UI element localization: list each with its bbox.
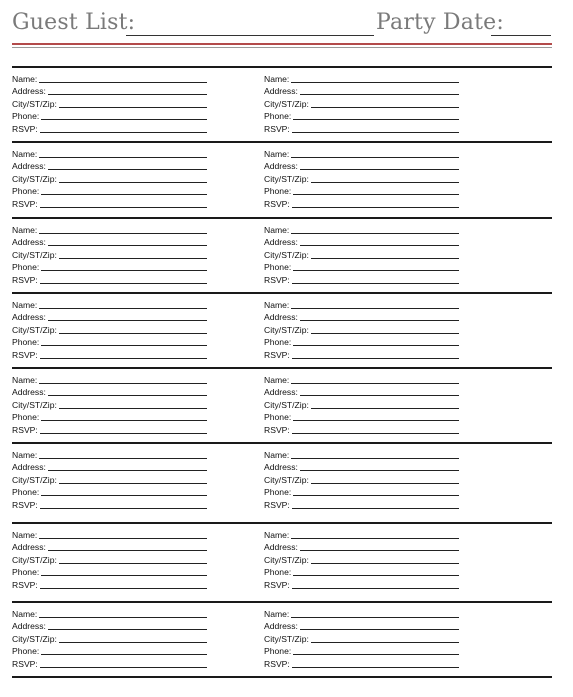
name-field[interactable]: [39, 458, 207, 459]
city-st-zip-field[interactable]: [311, 483, 459, 484]
field-row-address: [12, 159, 207, 172]
field-row-address: [12, 619, 207, 632]
field-row-city-st-zip: [264, 322, 459, 335]
guest-entry: [264, 297, 459, 363]
field-row-city-st-zip: [12, 171, 207, 184]
phone-field[interactable]: [41, 345, 207, 346]
guest-entry: [264, 447, 459, 513]
field-row-name: [12, 606, 207, 619]
name-field[interactable]: [39, 157, 207, 158]
field-label: Name:: [264, 449, 290, 460]
field-row-phone: [264, 410, 459, 423]
phone-field[interactable]: [293, 345, 459, 346]
field-label: RSVP:: [264, 198, 290, 209]
field-label: RSVP:: [12, 579, 38, 590]
name-field[interactable]: [291, 233, 459, 234]
field-label: Name:: [264, 374, 290, 385]
field-row-name: [264, 297, 459, 310]
field-row-rsvp: [264, 272, 459, 285]
rsvp-field[interactable]: [40, 508, 207, 509]
field-label: RSVP:: [12, 349, 38, 360]
field-row-city-st-zip: [264, 397, 459, 410]
rsvp-field[interactable]: [292, 433, 459, 434]
field-row-phone: [264, 335, 459, 348]
field-label: Address:: [264, 86, 298, 96]
phone-field[interactable]: [293, 420, 459, 421]
field-row-address: [264, 540, 459, 553]
address-field[interactable]: [300, 395, 459, 396]
rsvp-field[interactable]: [40, 358, 207, 359]
field-label: Phone:: [264, 412, 292, 422]
field-label: Name:: [12, 224, 38, 235]
field-label: Phone:: [12, 412, 40, 422]
guest-entry: [264, 146, 459, 212]
field-label: RSVP:: [264, 123, 290, 134]
guest-entry: [264, 71, 459, 137]
section-divider: [12, 217, 552, 219]
field-label: Address:: [264, 161, 298, 171]
field-label: Phone:: [12, 646, 40, 656]
field-label: Address:: [12, 387, 46, 397]
name-field[interactable]: [291, 538, 459, 539]
field-label: Phone:: [12, 567, 40, 577]
field-row-name: [12, 527, 207, 540]
city-st-zip-field[interactable]: [59, 483, 207, 484]
field-row-address: [264, 159, 459, 172]
field-row-address: [264, 619, 459, 632]
address-field[interactable]: [300, 550, 459, 551]
name-field[interactable]: [39, 82, 207, 83]
field-label: RSVP:: [12, 198, 38, 209]
rsvp-field[interactable]: [292, 358, 459, 359]
field-row-rsvp: [264, 497, 459, 510]
field-row-name: [12, 297, 207, 310]
field-row-address: [12, 460, 207, 473]
field-row-address: [264, 460, 459, 473]
field-row-city-st-zip: [12, 552, 207, 565]
rsvp-field[interactable]: [40, 207, 207, 208]
city-st-zip-field[interactable]: [311, 408, 459, 409]
field-row-name: [264, 372, 459, 385]
field-row-name: [12, 146, 207, 159]
field-row-city-st-zip: [264, 247, 459, 260]
field-row-phone: [12, 410, 207, 423]
name-field[interactable]: [291, 308, 459, 309]
field-row-city-st-zip: [264, 171, 459, 184]
field-row-address: [264, 385, 459, 398]
field-row-phone: [12, 335, 207, 348]
field-label: RSVP:: [264, 579, 290, 590]
field-row-phone: [12, 485, 207, 498]
field-row-name: [264, 222, 459, 235]
field-row-phone: [12, 109, 207, 122]
phone-field[interactable]: [293, 654, 459, 655]
address-field[interactable]: [48, 320, 207, 321]
field-row-rsvp: [12, 497, 207, 510]
field-row-name: [12, 222, 207, 235]
rsvp-field[interactable]: [292, 667, 459, 668]
city-st-zip-field[interactable]: [59, 333, 207, 334]
rsvp-field[interactable]: [292, 132, 459, 133]
field-row-city-st-zip: [12, 247, 207, 260]
phone-field[interactable]: [41, 575, 207, 576]
section-divider: [12, 522, 552, 524]
field-row-city-st-zip: [12, 472, 207, 485]
field-label: RSVP:: [12, 424, 38, 435]
field-row-rsvp: [12, 422, 207, 435]
field-row-city-st-zip: [12, 96, 207, 109]
rsvp-field[interactable]: [40, 667, 207, 668]
field-label: Phone:: [264, 487, 292, 497]
field-label: RSVP:: [264, 349, 290, 360]
section-divider: [12, 367, 552, 369]
name-field[interactable]: [39, 383, 207, 384]
phone-field[interactable]: [293, 495, 459, 496]
field-label: RSVP:: [12, 123, 38, 134]
city-st-zip-field[interactable]: [59, 408, 207, 409]
name-field[interactable]: [291, 82, 459, 83]
field-row-name: [12, 447, 207, 460]
phone-field[interactable]: [293, 194, 459, 195]
guest-entry: [12, 146, 207, 212]
field-label: City/ST/Zip:: [264, 173, 309, 184]
field-row-city-st-zip: [12, 397, 207, 410]
field-row-name: [264, 447, 459, 460]
field-label: Address:: [264, 387, 298, 397]
field-label: Address:: [264, 462, 298, 472]
field-row-address: [264, 235, 459, 248]
guest-entry: [12, 447, 207, 513]
field-row-name: [264, 146, 459, 159]
address-field[interactable]: [300, 470, 459, 471]
city-st-zip-field[interactable]: [59, 563, 207, 564]
field-label: City/ST/Zip:: [12, 98, 57, 109]
rsvp-field[interactable]: [40, 283, 207, 284]
field-label: Name:: [264, 299, 290, 310]
field-row-phone: [12, 184, 207, 197]
address-field[interactable]: [48, 169, 207, 170]
field-row-name: [12, 71, 207, 84]
field-label: City/ST/Zip:: [12, 474, 57, 485]
field-row-phone: [12, 565, 207, 578]
field-row-phone: [264, 485, 459, 498]
field-label: City/ST/Zip:: [264, 399, 309, 410]
field-row-rsvp: [12, 121, 207, 134]
name-field[interactable]: [39, 308, 207, 309]
field-label: Address:: [264, 312, 298, 322]
phone-field[interactable]: [293, 119, 459, 120]
field-label: Phone:: [264, 337, 292, 347]
field-label: Name:: [12, 449, 38, 460]
field-row-phone: [264, 260, 459, 273]
address-field[interactable]: [48, 395, 207, 396]
field-row-name: [264, 71, 459, 84]
field-label: Address:: [12, 462, 46, 472]
city-st-zip-field[interactable]: [311, 642, 459, 643]
field-label: City/ST/Zip:: [264, 98, 309, 109]
field-label: Address:: [12, 161, 46, 171]
field-row-address: [264, 310, 459, 323]
party-date-label: Party Date:: [376, 10, 504, 35]
field-label: City/ST/Zip:: [12, 249, 57, 260]
field-label: Name:: [264, 224, 290, 235]
guest-entry: [12, 297, 207, 363]
name-field[interactable]: [39, 233, 207, 234]
field-label: Phone:: [12, 337, 40, 347]
address-field[interactable]: [300, 320, 459, 321]
field-label: City/ST/Zip:: [12, 173, 57, 184]
rsvp-field[interactable]: [40, 132, 207, 133]
field-label: RSVP:: [12, 274, 38, 285]
phone-field[interactable]: [41, 270, 207, 271]
rsvp-field[interactable]: [292, 508, 459, 509]
field-label: Name:: [12, 299, 38, 310]
field-row-rsvp: [12, 656, 207, 669]
city-st-zip-field[interactable]: [311, 563, 459, 564]
field-label: Address:: [264, 542, 298, 552]
guest-entry: [12, 222, 207, 288]
field-label: City/ST/Zip:: [12, 554, 57, 565]
field-label: Name:: [12, 374, 38, 385]
field-row-phone: [264, 184, 459, 197]
field-label: Address:: [12, 312, 46, 322]
field-label: Name:: [264, 608, 290, 619]
city-st-zip-field[interactable]: [311, 333, 459, 334]
city-st-zip-field[interactable]: [59, 107, 207, 108]
field-label: RSVP:: [264, 424, 290, 435]
guest-entry: [264, 527, 459, 593]
rsvp-field[interactable]: [292, 207, 459, 208]
field-row-address: [12, 84, 207, 97]
field-row-rsvp: [264, 422, 459, 435]
rsvp-field[interactable]: [292, 283, 459, 284]
field-label: Phone:: [264, 111, 292, 121]
section-divider: [12, 141, 552, 143]
field-row-city-st-zip: [264, 552, 459, 565]
field-row-city-st-zip: [12, 631, 207, 644]
field-row-phone: [12, 260, 207, 273]
field-row-rsvp: [264, 577, 459, 590]
field-label: Phone:: [264, 262, 292, 272]
city-st-zip-field[interactable]: [59, 182, 207, 183]
phone-field[interactable]: [293, 575, 459, 576]
city-st-zip-field[interactable]: [311, 107, 459, 108]
guest-list-title: Guest List:: [12, 10, 136, 35]
address-field[interactable]: [48, 470, 207, 471]
field-label: City/ST/Zip:: [264, 554, 309, 565]
guest-entry: [12, 527, 207, 593]
field-label: Phone:: [12, 487, 40, 497]
field-label: Name:: [12, 529, 38, 540]
rsvp-field[interactable]: [40, 588, 207, 589]
field-row-rsvp: [264, 121, 459, 134]
field-label: RSVP:: [264, 274, 290, 285]
city-st-zip-field[interactable]: [59, 258, 207, 259]
guest-entry: [264, 606, 459, 672]
phone-field[interactable]: [41, 495, 207, 496]
field-label: Phone:: [12, 186, 40, 196]
field-label: Address:: [12, 237, 46, 247]
phone-field[interactable]: [41, 194, 207, 195]
field-label: Name:: [264, 73, 290, 84]
field-row-phone: [264, 644, 459, 657]
city-st-zip-field[interactable]: [59, 642, 207, 643]
field-row-address: [12, 385, 207, 398]
field-row-rsvp: [12, 272, 207, 285]
guest-entry: [12, 71, 207, 137]
name-field[interactable]: [39, 617, 207, 618]
field-label: Name:: [264, 148, 290, 159]
guest-entry: [12, 372, 207, 438]
name-field[interactable]: [39, 538, 207, 539]
field-label: Name:: [264, 529, 290, 540]
field-label: Phone:: [12, 262, 40, 272]
field-label: City/ST/Zip:: [12, 324, 57, 335]
phone-field[interactable]: [41, 119, 207, 120]
address-field[interactable]: [48, 550, 207, 551]
field-label: Phone:: [264, 567, 292, 577]
guest-entry: [264, 222, 459, 288]
field-label: Address:: [12, 542, 46, 552]
guest-entry: [12, 606, 207, 672]
field-row-address: [264, 84, 459, 97]
name-field[interactable]: [291, 383, 459, 384]
name-field[interactable]: [291, 458, 459, 459]
section-divider: [12, 292, 552, 294]
field-label: City/ST/Zip:: [12, 399, 57, 410]
rsvp-field[interactable]: [40, 433, 207, 434]
address-field[interactable]: [300, 245, 459, 246]
section-divider: [12, 676, 552, 678]
field-label: City/ST/Zip:: [264, 249, 309, 260]
field-label: Phone:: [264, 646, 292, 656]
field-label: Name:: [12, 73, 38, 84]
field-label: Address:: [12, 621, 46, 631]
field-row-rsvp: [12, 577, 207, 590]
field-label: City/ST/Zip:: [264, 474, 309, 485]
address-field[interactable]: [48, 629, 207, 630]
field-row-address: [12, 540, 207, 553]
field-label: Name:: [12, 608, 38, 619]
rsvp-field[interactable]: [292, 588, 459, 589]
field-row-address: [12, 310, 207, 323]
field-label: City/ST/Zip:: [264, 633, 309, 644]
field-row-city-st-zip: [264, 631, 459, 644]
field-row-name: [12, 372, 207, 385]
phone-field[interactable]: [293, 270, 459, 271]
field-label: Address:: [264, 621, 298, 631]
address-field[interactable]: [48, 94, 207, 95]
field-label: Phone:: [12, 111, 40, 121]
address-field[interactable]: [48, 245, 207, 246]
guest-entry: [264, 372, 459, 438]
name-field[interactable]: [291, 617, 459, 618]
field-label: City/ST/Zip:: [12, 633, 57, 644]
name-field[interactable]: [291, 157, 459, 158]
section-divider: [12, 601, 552, 603]
field-row-rsvp: [264, 656, 459, 669]
field-row-name: [264, 527, 459, 540]
field-label: City/ST/Zip:: [264, 324, 309, 335]
city-st-zip-field[interactable]: [311, 182, 459, 183]
section-divider: [12, 442, 552, 444]
field-label: RSVP:: [12, 658, 38, 669]
section-divider: [12, 66, 552, 68]
city-st-zip-field[interactable]: [311, 258, 459, 259]
field-label: RSVP:: [264, 499, 290, 510]
field-row-rsvp: [264, 347, 459, 360]
field-label: RSVP:: [12, 499, 38, 510]
field-row-city-st-zip: [264, 472, 459, 485]
field-label: Phone:: [264, 186, 292, 196]
phone-field[interactable]: [41, 420, 207, 421]
address-field[interactable]: [300, 629, 459, 630]
field-row-phone: [264, 109, 459, 122]
field-row-rsvp: [12, 196, 207, 209]
address-field[interactable]: [300, 169, 459, 170]
phone-field[interactable]: [41, 654, 207, 655]
field-row-rsvp: [12, 347, 207, 360]
address-field[interactable]: [300, 94, 459, 95]
field-label: Name:: [12, 148, 38, 159]
field-row-city-st-zip: [264, 96, 459, 109]
field-row-name: [264, 606, 459, 619]
field-row-address: [12, 235, 207, 248]
field-row-rsvp: [264, 196, 459, 209]
field-label: Address:: [12, 86, 46, 96]
field-label: RSVP:: [264, 658, 290, 669]
field-row-phone: [12, 644, 207, 657]
field-label: Address:: [264, 237, 298, 247]
field-row-phone: [264, 565, 459, 578]
field-row-city-st-zip: [12, 322, 207, 335]
